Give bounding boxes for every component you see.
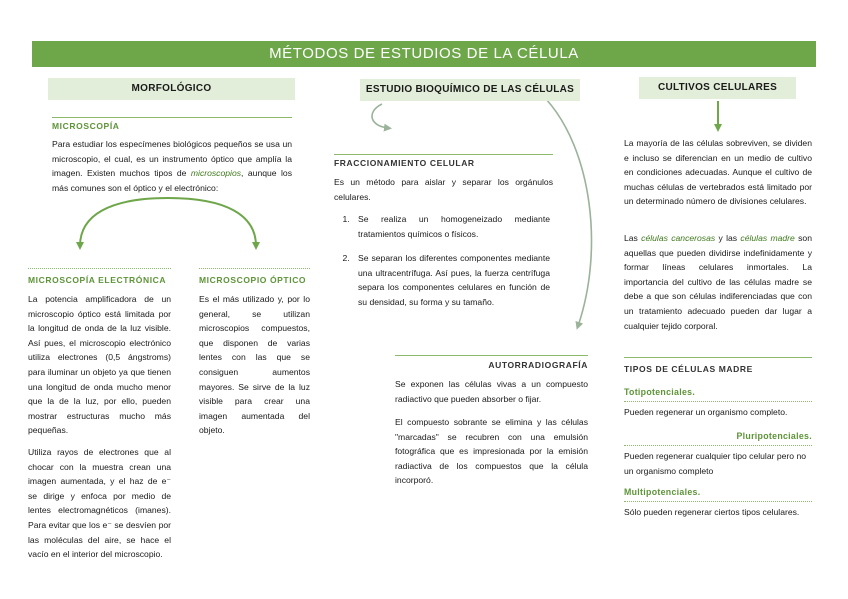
electronica-rule bbox=[28, 268, 171, 269]
autorradiografia-p1: Se exponen las células vivas a un compuesto radiactivo que pueden absorber o fijar. bbox=[395, 379, 588, 404]
microscopia-title: MICROSCOPÍA bbox=[52, 121, 120, 131]
tipo-rule bbox=[624, 401, 812, 402]
microscopia-text: Para estudiar los especímenes biológicos pequeños se usa un microscopio, el cual, es un instrumento óptico que amplía la imagen. Existen muchos tipos de microscopios, aunque los más comunes son el óptico y el electrónico: bbox=[52, 139, 293, 193]
optico-title: MICROSCOPIO ÓPTICO bbox=[199, 275, 307, 285]
microscopia-rule bbox=[52, 117, 292, 118]
cultivos-heading: CULTIVOS CELULARES bbox=[639, 77, 796, 99]
list-item: 2. Se separan los diferentes componentes mediante una ultracentrífuga. Así pues, la fuerza centrífuga separa los componentes celulares en función de su densidad, su forma y su tamaño. bbox=[352, 251, 550, 309]
tipo-desc: Sólo pueden regenerar ciertos tipos celulares. bbox=[624, 507, 800, 517]
tipos-rule bbox=[624, 357, 812, 358]
tipo-rule bbox=[624, 501, 812, 502]
fraccionamiento-rule bbox=[334, 154, 553, 155]
tipo-name: Pluripotenciales. bbox=[736, 431, 812, 441]
electronica-title: MICROSCOPÍA ELECTRÓNICA bbox=[28, 275, 167, 285]
tipo-rule bbox=[624, 445, 812, 446]
electronica-p2: Utiliza rayos de electrones que al chocar con la muestra crean una imagen aumentada, y el haz de e⁻ se dirige y enfoca por medio de lentes electromagnéticos (imanes). Para evitar que los e⁻ se desvíen por las moléculas del aire, se hace el vacío en el interior del microscopio. bbox=[28, 447, 171, 560]
curve-arrow-small bbox=[372, 104, 388, 128]
bioquimico-heading: ESTUDIO BIOQUÍMICO DE LAS CÉLULAS bbox=[360, 79, 580, 101]
fraccionamiento-steps bbox=[334, 212, 550, 320]
fraccionamiento-title: FRACCIONAMIENTO CELULAR bbox=[334, 158, 475, 168]
split-arrow-right bbox=[168, 198, 256, 246]
optico-rule bbox=[199, 268, 310, 269]
list-item: 1. Se realiza un homogeneizado mediante tratamientos químicos o físicos. bbox=[352, 212, 550, 241]
morfologico-heading: MORFOLÓGICO bbox=[48, 78, 295, 100]
curve-arrow-large bbox=[546, 99, 592, 326]
fraccionamiento-intro: Es un método para aislar y separar los orgánulos celulares. bbox=[334, 177, 553, 202]
autorradiografia-rule bbox=[395, 355, 588, 356]
optico-p1: Es el más utilizado y, por lo general, se utilizan microscopios compuestos, que disponen de varias lentes con las que se consiguen aumentos mayores. Se sirve de la luz visible para crear una imagen aumentada del objeto. bbox=[199, 294, 310, 436]
tipo-desc: Pueden regenerar cualquier tipo celular pero no un organismo completo bbox=[624, 451, 807, 476]
page-title: MÉTODOS DE ESTUDIOS DE LA CÉLULA bbox=[269, 45, 579, 62]
tipo-name: Totipotenciales. bbox=[624, 387, 696, 397]
cultivos-p2: Las células cancerosas y las células madre son aquellas que pueden dividirse indefinidamente y formar líneas celulares inmortales. La importancia del cultivo de las células madre se debe a que son células indiferenciadas que con un tratamiento adecuado pueden dar lugar a cualquier tejido corporal. bbox=[624, 233, 812, 331]
autorradiografia-p2: El compuesto sobrante se elimina y las células "marcadas" se recubren con una emulsión fotográfica que es impresionada por la emisión radiactiva de los compuestos que la célula incorporó. bbox=[395, 417, 588, 486]
split-arrow-left bbox=[80, 198, 168, 246]
autorradiografia-title: AUTORRADIOGRAFÍA bbox=[488, 360, 588, 370]
electronica-p1: La potencia amplificadora de un microscopio óptico está limitada por la longitud de onda de la luz visible. Así pues, el microscopio electrónico utiliza electrones (0,5 ángstroms) para iluminar un objeto ya que tienen una longitud de onda mucho menor que la de la luz, por ello, pueden mostrar estructuras mucho más pequeñas. bbox=[28, 294, 171, 436]
tipo-desc: Pueden regenerar un organismo completo. bbox=[624, 407, 788, 417]
tipo-name: Multipotenciales. bbox=[624, 487, 701, 497]
cultivos-p1: La mayoría de las células sobreviven, se dividen e incluso se diferencian en un medio de cultivo en condiciones adecuadas. Aunque el cultivo de muchas células de vertebrados está limitado por un determinado número de divisiones celulares. bbox=[624, 138, 812, 207]
tipos-title: TIPOS DE CÉLULAS MADRE bbox=[624, 364, 753, 374]
